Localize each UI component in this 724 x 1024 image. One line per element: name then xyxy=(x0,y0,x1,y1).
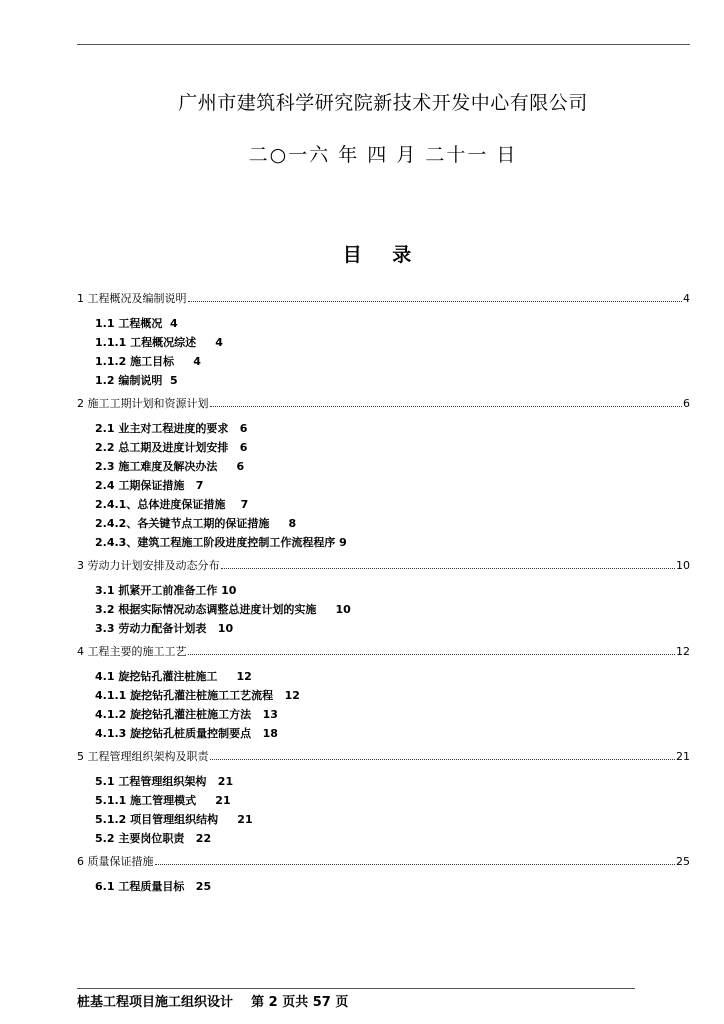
toc-subsection-list xyxy=(77,314,690,390)
toc-subsection[interactable]: 2.4 工期保证措施 7 xyxy=(95,479,204,492)
toc-subsection[interactable]: 1.1.1 工程概况综述 4 xyxy=(95,336,223,349)
toc-subsection-list xyxy=(77,581,690,638)
toc-section-label: 5 工程管理组织架构及职责 xyxy=(77,750,209,763)
toc-section-label: 1 工程概况及编制说明 xyxy=(77,292,187,305)
toc-section-label: 6 质量保证措施 xyxy=(77,855,154,868)
top-rule xyxy=(77,44,690,45)
toc-leader-dots xyxy=(210,758,676,760)
toc-subsection[interactable]: 2.2 总工期及进度计划安排 6 xyxy=(95,441,248,454)
toc-subsection-list xyxy=(77,667,690,743)
document-date: 二○一六 年 四 月 二十一 日 xyxy=(248,144,518,166)
toc-section[interactable] xyxy=(77,290,690,308)
toc-section-page: 25 xyxy=(676,855,690,868)
company-name: 广州市建筑科学研究院新技术开发中心有限公司 xyxy=(178,92,588,114)
toc-subsection[interactable]: 5.1 工程管理组织架构 21 xyxy=(95,775,234,788)
toc-subsection[interactable]: 3.1 抓紧开工前准备工作 10 xyxy=(95,584,237,597)
toc-subsection[interactable]: 5.1.2 项目管理组织结构 21 xyxy=(95,813,253,826)
page-footer: 桩基工程项目施工组织设计 第 2 页共 57 页 xyxy=(77,995,349,1010)
toc-section-page: 6 xyxy=(683,397,690,410)
toc-section-label: 2 施工工期计划和资源计划 xyxy=(77,397,209,410)
toc-section-label: 4 工程主要的施工工艺 xyxy=(77,645,187,658)
toc-subsection[interactable]: 1.1 工程概况 4 xyxy=(95,317,178,330)
table-of-contents xyxy=(77,290,690,901)
bottom-rule xyxy=(77,988,635,989)
toc-subsection[interactable]: 1.2 编制说明 5 xyxy=(95,374,178,387)
toc-subsection[interactable]: 3.2 根据实际情况动态调整总进度计划的实施 10 xyxy=(95,603,351,616)
toc-subsection[interactable]: 5.2 主要岗位职责 22 xyxy=(95,832,212,845)
toc-section[interactable] xyxy=(77,748,690,766)
toc-subsection[interactable]: 2.1 业主对工程进度的要求 6 xyxy=(95,422,248,435)
toc-subsection[interactable]: 2.4.2、各关键节点工期的保证措施 8 xyxy=(95,517,297,530)
toc-section-page: 21 xyxy=(676,750,690,763)
toc-subsection[interactable]: 4.1.2 旋挖钻孔灌注桩施工方法 13 xyxy=(95,708,278,721)
toc-section[interactable] xyxy=(77,395,690,413)
toc-subsection[interactable]: 3.3 劳动力配备计划表 10 xyxy=(95,622,234,635)
toc-subsection[interactable]: 2.3 施工难度及解决办法 6 xyxy=(95,460,245,473)
toc-leader-dots xyxy=(188,300,683,302)
toc-section[interactable] xyxy=(77,557,690,575)
toc-section[interactable] xyxy=(77,853,690,871)
toc-subsection[interactable]: 1.1.2 施工目标 4 xyxy=(95,355,201,368)
toc-section-page: 10 xyxy=(676,559,690,572)
toc-subsection[interactable]: 4.1.1 旋挖钻孔灌注桩施工工艺流程 12 xyxy=(95,689,300,702)
toc-leader-dots xyxy=(221,567,676,569)
toc-subsection[interactable]: 5.1.1 施工管理模式 21 xyxy=(95,794,231,807)
toc-leader-dots xyxy=(155,863,676,865)
toc-subsection-list xyxy=(77,419,690,552)
toc-subsection[interactable]: 2.4.3、建筑工程施工阶段进度控制工作流程程序 9 xyxy=(95,536,347,549)
toc-leader-dots xyxy=(210,405,683,407)
toc-leader-dots xyxy=(188,653,676,655)
toc-subsection[interactable]: 2.4.1、总体进度保证措施 7 xyxy=(95,498,249,511)
toc-subsection[interactable]: 6.1 工程质量目标 25 xyxy=(95,880,212,893)
toc-section-label: 3 劳动力计划安排及动态分布 xyxy=(77,559,220,572)
toc-subsection-list xyxy=(77,772,690,848)
toc-subsection[interactable]: 4.1.3 旋挖钻孔桩质量控制要点 18 xyxy=(95,727,278,740)
toc-section[interactable] xyxy=(77,643,690,661)
toc-title: 目 录 xyxy=(342,244,424,266)
toc-section-page: 12 xyxy=(676,645,690,658)
toc-subsection-list xyxy=(77,877,690,896)
toc-subsection[interactable]: 4.1 旋挖钻孔灌注桩施工 12 xyxy=(95,670,252,683)
toc-section-page: 4 xyxy=(683,292,690,305)
